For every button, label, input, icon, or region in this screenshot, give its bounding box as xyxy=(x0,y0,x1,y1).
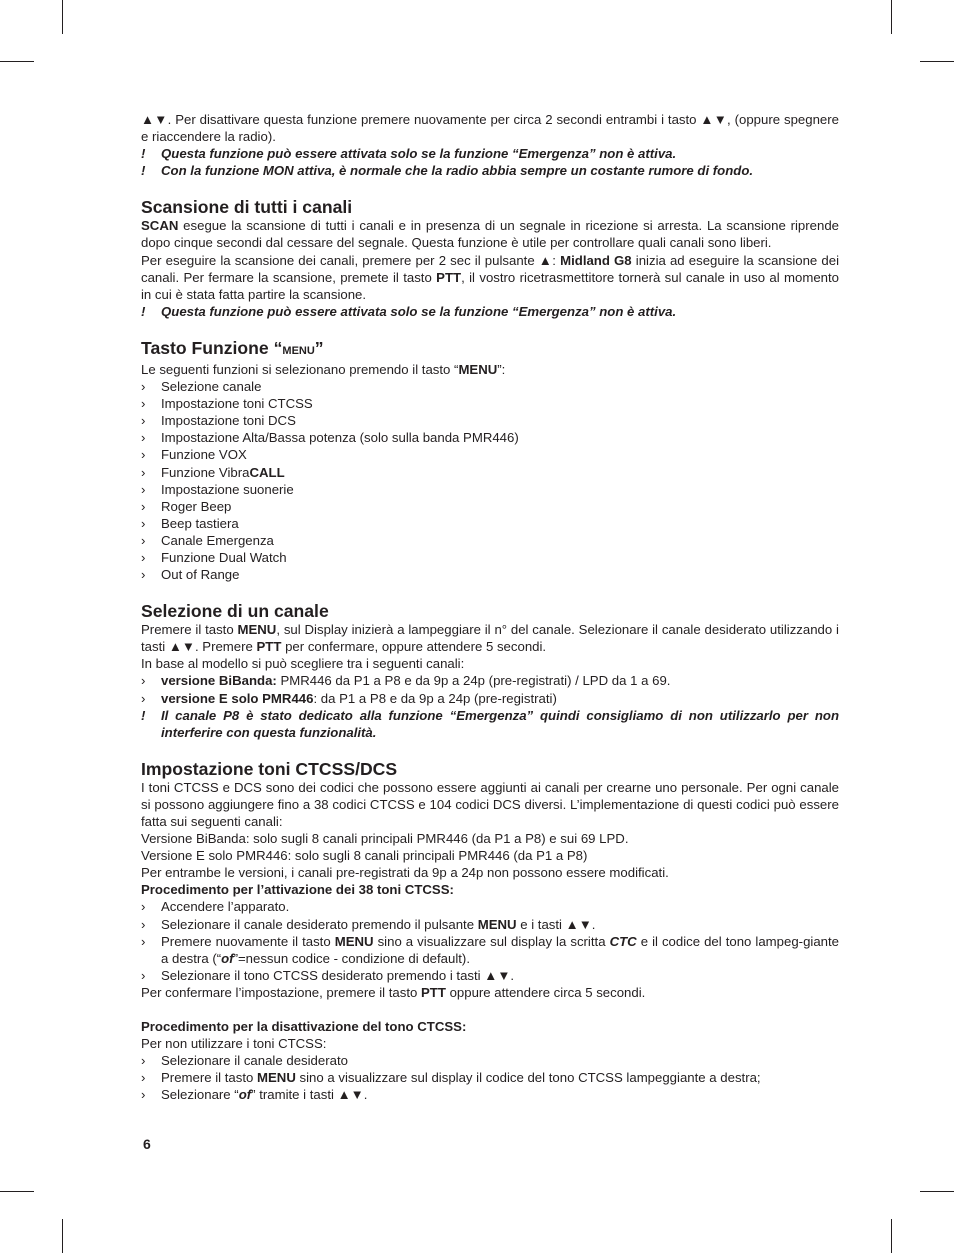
bullet-chevron-icon: › xyxy=(141,933,146,949)
text-run: , sul Display inizierà a lampeggiare il n° del canale. Selezionare il canale desiderato utilizzando i tasti ▲▼. Premere xyxy=(141,622,839,655)
list-item xyxy=(141,672,839,689)
text-run: versione BiBanda: xyxy=(161,673,277,689)
text-run: Impostazione toni CTCSS xyxy=(161,396,313,412)
text-run: , il vostro ricetrasmettitore tornerà sul canale in uso al momento in cui è stata fatta partire la scansione. xyxy=(141,269,840,302)
text-run: sino a visualizzare sul display la scritta xyxy=(373,933,610,949)
bullet-chevron-icon: › xyxy=(141,690,146,706)
bullet-chevron-icon: › xyxy=(141,515,146,531)
channel-paragraph xyxy=(141,655,839,672)
list-item xyxy=(141,1069,839,1086)
text-run: Per entrambe le versioni, i canali pre-registrati da 9p a 24p non possono essere modificati. xyxy=(141,865,669,881)
text-run: Roger Beep xyxy=(161,498,232,514)
list-item xyxy=(141,1086,839,1103)
text-run: esegue la scansione di tutti i canali e in presenza di un segnale in ricezione si arresta. La scansione riprende dopo cinque secondi dal cessare del segnale. Questa funzione è utile per controllare quali canali sono liberi. xyxy=(141,218,839,251)
page-number: 6 xyxy=(143,1136,151,1152)
text-run: Premere nuovamente il tasto xyxy=(161,933,335,949)
text-run: In base al modello si può scegliere tra i seguenti canali: xyxy=(141,656,465,672)
list-item xyxy=(141,532,839,549)
crop-mark xyxy=(891,1219,892,1253)
deactivate-steps-list xyxy=(141,1052,839,1103)
text-run: I toni CTCSS e DCS sono dei codici che possono essere aggiunti ai canali per crearne uno personale. Per ogni canale si possono aggiungere fino a 38 codici CTCSS e 104 codici DCS diversi. L’implementazione di questi codici può essere fatta sui seguenti canali: xyxy=(141,779,839,829)
crop-mark xyxy=(0,61,34,62)
deactivate-intro xyxy=(141,1035,839,1052)
crop-mark xyxy=(62,1219,63,1253)
text-run: Accendere l’apparato. xyxy=(161,899,290,915)
section-title-channel: Selezione di un canale xyxy=(141,601,329,622)
text-run: of xyxy=(238,1087,252,1103)
text-run: Premere il tasto xyxy=(141,622,238,638)
bullet-chevron-icon: › xyxy=(141,481,146,497)
crop-mark xyxy=(0,1191,34,1192)
list-item xyxy=(141,498,839,515)
text-run: PTT xyxy=(256,639,282,655)
bullet-chevron-icon: › xyxy=(141,498,146,514)
text-run: ”: xyxy=(497,361,506,377)
deactivate-procedure-title: Procedimento per la disattivazione del tono CTCSS: xyxy=(141,1019,467,1035)
list-item xyxy=(141,481,839,498)
text-run: per confermare, oppure attendere 5 secondi. xyxy=(281,639,547,655)
text-run: e i tasti ▲▼. xyxy=(516,916,596,932)
text-run: Funzione Vibra xyxy=(161,464,250,480)
warning-note: ! Questa funzione può essere attivata solo se la funzione “Emergenza” non è attiva. xyxy=(141,146,677,162)
text-run: Funzione Dual Watch xyxy=(161,549,287,565)
bullet-chevron-icon: › xyxy=(141,379,146,395)
bullet-chevron-icon: › xyxy=(141,1070,146,1086)
list-item xyxy=(141,933,839,967)
scan-paragraph xyxy=(141,252,839,303)
text-run: Versione BiBanda: solo sugli 8 canali principali PMR446 (da P1 a P8) e sui 69 LPD. xyxy=(141,831,629,847)
text-run: : da P1 a P8 e da 9p a 24p (pre-registrati) xyxy=(313,690,557,706)
channel-version-list xyxy=(141,672,839,706)
bullet-chevron-icon: › xyxy=(141,464,146,480)
text-run: PTT xyxy=(420,984,446,1000)
text-run: Selezionare il canale desiderato premendo il pulsante xyxy=(161,916,478,932)
list-item xyxy=(141,446,839,463)
activate-procedure-title: Procedimento per l’attivazione dei 38 toni CTCSS: xyxy=(141,882,454,898)
text-run: Impostazione suonerie xyxy=(161,481,294,497)
text-run: ” tramite i tasti ▲▼. xyxy=(251,1087,368,1103)
text-run: Midland G8 xyxy=(560,252,632,268)
list-item xyxy=(141,395,839,412)
text-run: Out of Range xyxy=(161,567,240,583)
ctcss-paragraph xyxy=(141,847,839,864)
list-item xyxy=(141,549,839,566)
bullet-chevron-icon: › xyxy=(141,396,146,412)
text-run: MENU xyxy=(334,933,374,949)
text-run: Selezionare il tono CTCSS desiderato premendo i tasti ▲▼. xyxy=(161,967,515,983)
text-run: PTT xyxy=(436,269,462,285)
bullet-chevron-icon: › xyxy=(141,549,146,565)
menu-intro xyxy=(141,361,839,378)
warning-note: ! Il canale P8 è stato dedicato alla funzione “Emergenza” quindi consigliamo di non utilizzarlo per non interferire con questa funzionalità. xyxy=(141,707,839,740)
text-run: Per eseguire la scansione dei canali, premere per 2 sec il pulsante ▲: xyxy=(141,252,561,268)
text-run: CALL xyxy=(249,464,285,480)
page-content xyxy=(141,111,839,1104)
text-run: oppure attendere circa 5 secondi. xyxy=(445,984,646,1000)
bullet-chevron-icon: › xyxy=(141,899,146,915)
list-item xyxy=(141,429,839,446)
text-run: MENU xyxy=(257,1070,296,1086)
crop-mark xyxy=(62,0,63,34)
text-run: of xyxy=(221,950,234,966)
bullet-chevron-icon: › xyxy=(141,413,146,429)
activate-steps-list xyxy=(141,898,839,983)
crop-mark xyxy=(891,0,892,34)
bullet-chevron-icon: › xyxy=(141,916,146,932)
section-title-scan: Scansione di tutti i canali xyxy=(141,197,353,218)
list-item xyxy=(141,690,839,707)
bullet-chevron-icon: › xyxy=(141,567,146,583)
text-run: CTC xyxy=(609,933,637,949)
text-run: ▲▼. Per disattivare questa funzione premere nuovamente per circa 2 secondi entrambi i tasto ▲▼, (oppure spegnere e riaccendere la radio). xyxy=(141,112,839,145)
list-item xyxy=(141,412,839,429)
bullet-chevron-icon: › xyxy=(141,532,146,548)
text-run: MENU xyxy=(237,622,277,638)
text-run: Le seguenti funzioni si selezionano premendo il tasto “ xyxy=(141,361,459,377)
text-run: Versione E solo PMR446: solo sugli 8 canali principali PMR446 (da P1 a P8) xyxy=(141,848,588,864)
text-run: SCAN xyxy=(141,218,179,234)
text-run: sino a visualizzare sul display il codice del tono CTCSS lampeggiante a destra; xyxy=(295,1070,761,1086)
text-run: ”=nessun codice - condizione di default). xyxy=(233,950,470,966)
section-title-ctcss: Impostazione toni CTCSS/DCS xyxy=(141,758,398,779)
text-run: inizia ad eseguire la scansione dei canali. Per fermare la scansione, premete il tasto xyxy=(141,252,839,285)
intro-paragraph xyxy=(141,111,839,145)
ctcss-paragraph xyxy=(141,779,839,830)
scan-paragraph xyxy=(141,217,839,251)
text-run: Selezionare “ xyxy=(161,1087,239,1103)
list-item xyxy=(141,898,839,915)
list-item xyxy=(141,916,839,933)
bullet-chevron-icon: › xyxy=(141,447,146,463)
ctcss-paragraph xyxy=(141,864,839,881)
text-run: MENU xyxy=(458,361,498,377)
text-run: Per non utilizzare i toni CTCSS: xyxy=(141,1036,327,1052)
bullet-chevron-icon: › xyxy=(141,1087,146,1103)
text-run: Selezionare il canale desiderato xyxy=(161,1053,348,1069)
bullet-chevron-icon: › xyxy=(141,1053,146,1069)
list-item xyxy=(141,566,839,583)
list-item xyxy=(141,515,839,532)
text-run: PMR446 da P1 a P8 e da 9p a 24p (pre-registrati) / LPD da 1 a 69. xyxy=(276,673,671,689)
text-run: Premere il tasto xyxy=(161,1070,258,1086)
text-run: Funzione VOX xyxy=(161,447,247,463)
channel-paragraph xyxy=(141,621,839,655)
bullet-chevron-icon: › xyxy=(141,673,146,689)
ctcss-paragraph xyxy=(141,830,839,847)
text-run: Canale Emergenza xyxy=(161,532,274,548)
list-item xyxy=(141,1052,839,1069)
text-run: versione E solo PMR446 xyxy=(161,690,314,706)
list-item xyxy=(141,967,839,984)
warning-note: ! Questa funzione può essere attivata solo se la funzione “Emergenza” non è attiva. xyxy=(141,303,677,319)
section-title-menu: Tasto Funzione “MENU” xyxy=(141,337,324,358)
text-run: Per confermare l’impostazione, premere il tasto xyxy=(141,984,421,1000)
bullet-chevron-icon: › xyxy=(141,967,146,983)
activate-confirm xyxy=(141,984,839,1001)
text-run: Selezione canale xyxy=(161,379,262,395)
text-run: e il codice del tono lampeg-giante a destra (“ xyxy=(161,933,839,966)
crop-mark xyxy=(920,1191,954,1192)
crop-mark xyxy=(920,61,954,62)
menu-function-list xyxy=(141,378,839,583)
warning-note: ! Con la funzione MON attiva, è normale che la radio abbia sempre un costante rumore di fondo. xyxy=(141,163,754,179)
list-item xyxy=(141,378,839,395)
text-run: Impostazione Alta/Bassa potenza (solo sulla banda PMR446) xyxy=(161,430,519,446)
text-run: Beep tastiera xyxy=(161,515,239,531)
list-item xyxy=(141,464,839,481)
text-run: Impostazione toni DCS xyxy=(161,413,296,429)
bullet-chevron-icon: › xyxy=(141,430,146,446)
text-run: MENU xyxy=(477,916,517,932)
